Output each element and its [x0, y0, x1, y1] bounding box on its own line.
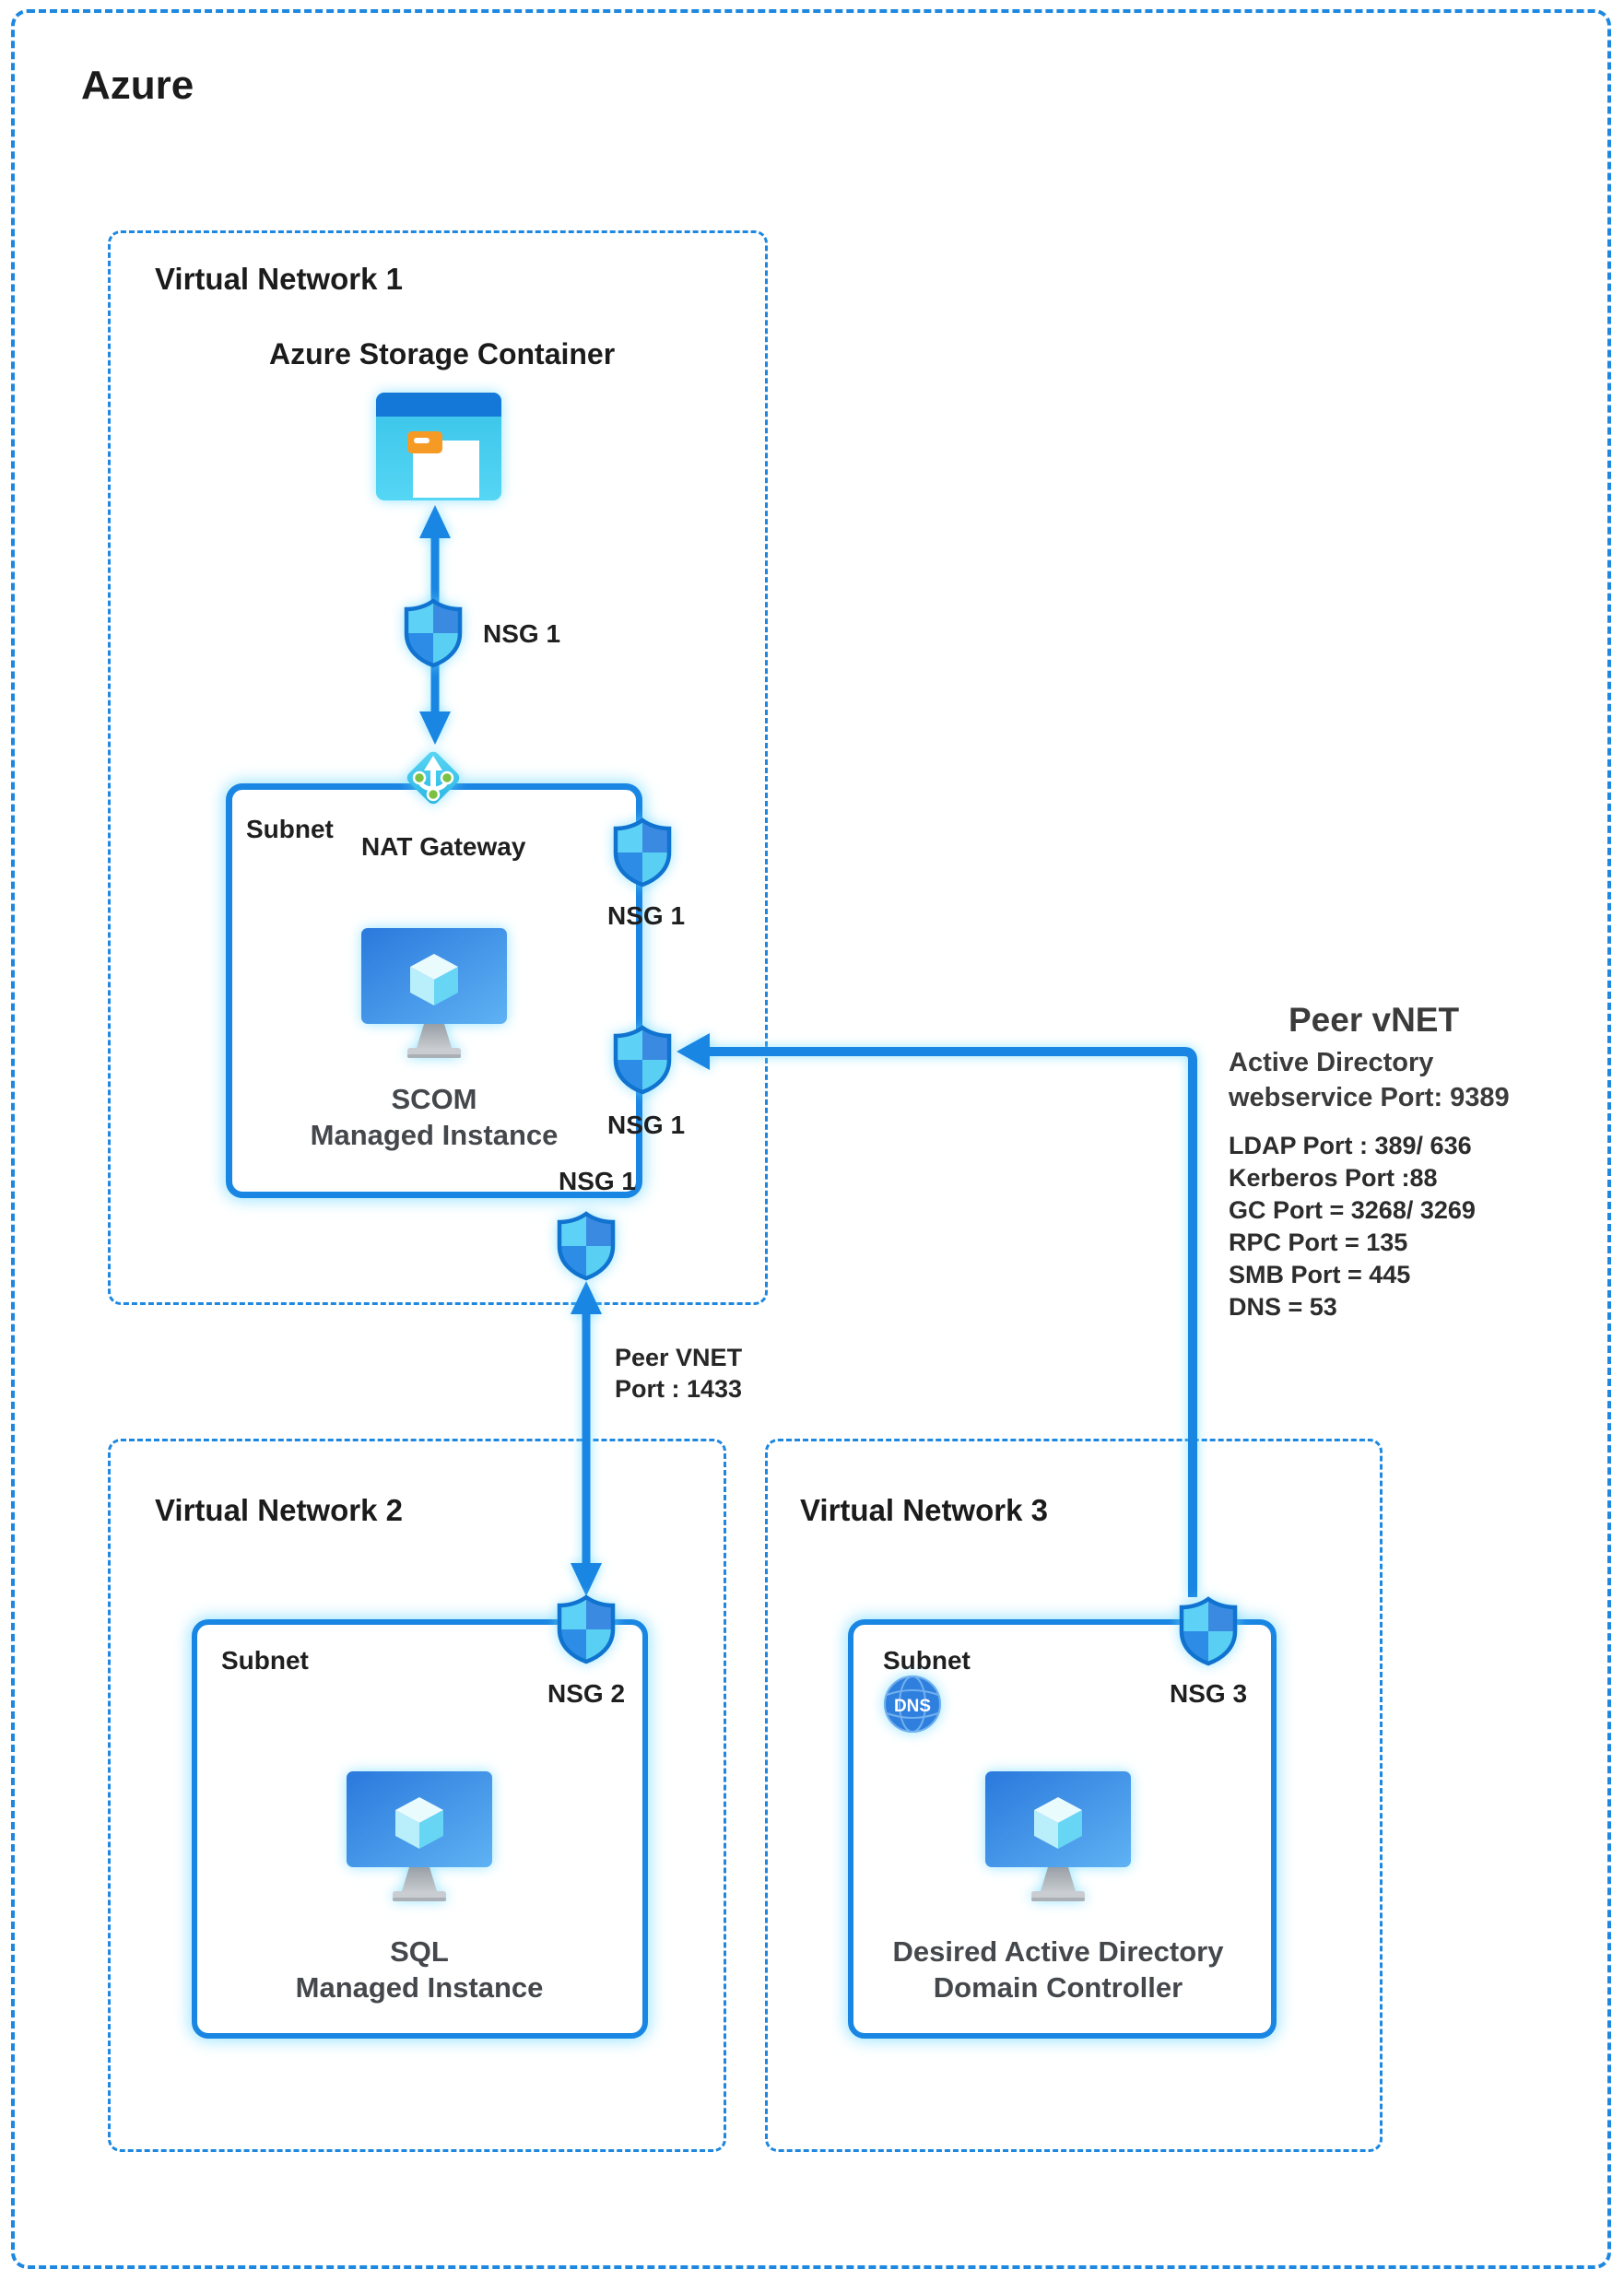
port-smb: SMB Port = 445 [1229, 1261, 1411, 1288]
nsg1-shield-right-mid-icon [613, 1025, 672, 1095]
nat-gateway-label: NAT Gateway [361, 832, 526, 861]
storage-container-label: Azure Storage Container [269, 337, 616, 370]
dns-icon [882, 1674, 943, 1734]
ad-subtitle-line2: webservice Port: 9389 [1229, 1083, 1510, 1112]
sql-instance-name [296, 1934, 544, 2005]
ad-domain-controller-icon [980, 1770, 1136, 1910]
scom-name-line1: SCOM [391, 1083, 477, 1115]
nsg1-bottom-label: NSG 1 [558, 1167, 636, 1195]
port-kerberos: Kerberos Port :88 [1229, 1164, 1438, 1192]
nsg1-right-mid-label: NSG 1 [606, 1111, 686, 1139]
vnet2-subnet-label: Subnet [221, 1646, 309, 1675]
ad-dc-name-line2: Domain Controller [933, 1971, 1183, 2004]
peer-vnet-line1: Peer VNET [615, 1344, 743, 1371]
vnet3-subnet-label: Subnet [883, 1646, 971, 1675]
nsg1-right-top-label: NSG 1 [606, 901, 686, 930]
sql-managed-instance-icon [341, 1770, 498, 1910]
page-title: Azure [81, 63, 194, 108]
vnet3-label: Virtual Network 3 [800, 1493, 1048, 1527]
peer-vnet-1433-text [615, 1342, 742, 1405]
vnet1-label: Virtual Network 1 [155, 262, 403, 296]
port-gc: GC Port = 3268/ 3269 [1229, 1196, 1476, 1224]
nsg2-label: NSG 2 [547, 1679, 626, 1708]
vnet2-label: Virtual Network 2 [155, 1493, 403, 1527]
peer-vnet-ad-title: Peer vNET [1289, 1001, 1460, 1039]
nsg1-storage-label: NSG 1 [483, 619, 561, 648]
peer-vnet-line2: Port : 1433 [615, 1375, 743, 1403]
port-dns: DNS = 53 [1229, 1293, 1337, 1321]
nsg1-shield-bottom-icon [557, 1211, 616, 1281]
nsg2-shield-icon [557, 1594, 616, 1664]
nsg3-shield-icon [1179, 1596, 1238, 1666]
sql-name-line1: SQL [390, 1935, 449, 1968]
ad-dc-name-line1: Desired Active Directory [892, 1935, 1224, 1968]
nsg1-shield-right-top-icon [613, 817, 672, 888]
azure-storage-container-icon [374, 391, 503, 502]
peer-vnet-ad-ports [1229, 1130, 1476, 1323]
nat-gateway-icon [398, 743, 468, 813]
nsg1-shield-storage-icon [404, 598, 463, 668]
scom-instance-name [311, 1081, 559, 1153]
scom-name-line2: Managed Instance [310, 1119, 559, 1151]
dns-icon-text: DNS [893, 1697, 932, 1716]
port-ldap: LDAP Port : 389/ 636 [1229, 1132, 1472, 1159]
port-rpc: RPC Port = 135 [1229, 1229, 1408, 1256]
ad-dc-name [893, 1934, 1224, 2005]
sql-name-line2: Managed Instance [295, 1971, 544, 2004]
nsg3-label: NSG 3 [1169, 1679, 1248, 1708]
peer-vnet-ad-subtitle [1229, 1045, 1510, 1115]
vnet1-subnet-label: Subnet [246, 815, 334, 843]
scom-managed-instance-icon [356, 926, 512, 1066]
ad-subtitle-line1: Active Directory [1229, 1048, 1434, 1077]
